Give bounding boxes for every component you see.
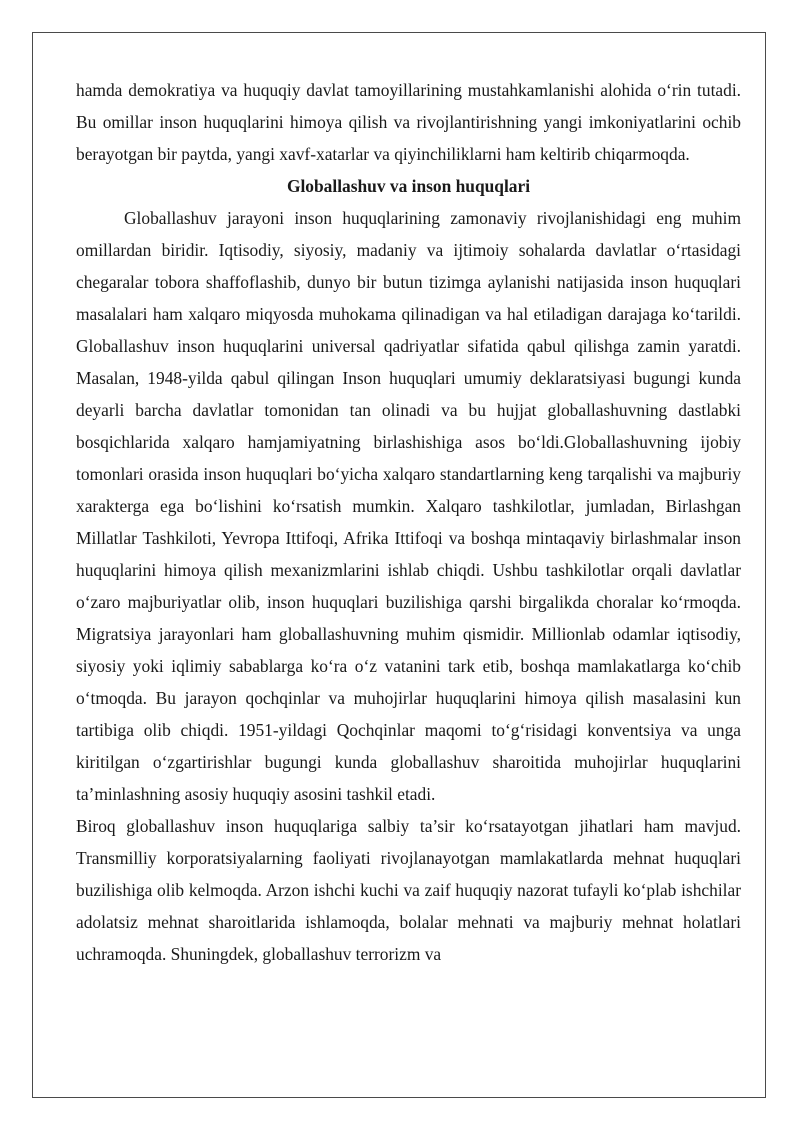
intro-paragraph: hamda demokratiya va huquqiy davlat tamoyillarining mustahkamlanishi alohida o‘rin tutadi. Bu omillar inson huquqlarini himoya qilish va rivojlantirishning yangi imkoniyatlarini ochib berayotgan bir paytda, yangi xavf-xatarlar va qiyinchiliklarni ham keltirib chiqarmoqda. xyxy=(76,80,741,164)
main-paragraph: Globallashuv jarayoni inson huquqlarining zamonaviy rivojlanishidagi eng muhim omillardan biridir. Iqtisodiy, siyosiy, madaniy va ijtimoiy sohalarda davlatlar o‘rtasidagi chegaralar tobora shaffoflashib, dunyo bir butun tizimga aylanishi natijasida inson huquqlari masalalari ham xalqaro miqyosda muhokama qilinadigan va hal etiladigan darajaga ko‘tarildi. Globallashuv inson huquqlarini universal qadriyatlar sifatida qabul qilishga zamin yaratdi. Masalan, 1948-yilda qabul qilingan Inson huquqlari umumiy deklaratsiyasi bugungi kunda deyarli barcha davlatlar tomonidan tan olinadi va bu hujjat globallashuvning dastlabki bosqichlarida xalqaro hamjamiyatning birlashishiga asos bo‘ldi.Globallashuvning ijobiy tomonlari orasida inson huquqlari bo‘yicha xalqaro standartlarning keng tarqalishi va majburiy xarakterga ega bo‘lishini ko‘rsatish mumkin. Xalqaro tashkilotlar, jumladan, Birlashgan Millatlar Tashkiloti, Yevropa Ittifoqi, Afrika Ittifoqi va boshqa mintaqaviy birlashmalar inson huquqlarini himoya qilish mexanizmlarini ishlab chiqdi. Ushbu tashkilotlar orqali davlatlar o‘zaro majburiyatlar olib, inson huquqlari buzilishiga qarshi birgalikda choralar ko‘rmoqda. Migratsiya jarayonlari ham globallashuvning muhim qismidir. Millionlab odamlar iqtisodiy, siyosiy yoki iqlimiy sabablarga ko‘ra o‘z vatanini tark etib, boshqa mamlakatlarga ko‘chib o‘tmoqda. Bu jarayon qochqinlar va muhojirlar huquqlarini himoya qilish masalasini kun tartibiga olib chiqdi. 1951-yildagi Qochqinlar maqomi to‘g‘risidagi konventsiya va unga kiritilgan o‘zgartirishlar bugungi kunda globallashuv sharoitida muhojirlar huquqlarini ta’minlashning asosiy huquqiy asosini tashkil etadi. xyxy=(76,208,741,804)
section-heading: Globallashuv va inson huquqlari xyxy=(286,176,531,196)
last-paragraph: Biroq globallashuv inson huquqlariga salbiy ta’sir ko‘rsatayotgan jihatlari ham mavjud. Transmilliy korporatsiyalarning faoliyati rivojlanayotgan mamlakatlarda mehnat huquqlari buzilishiga olib kelmoqda. Arzon ishchi kuchi va zaif huquqiy nazorat tufayli ko‘plab ishchilar adolatsiz mehnat sharoitlarida ishlamoqda, bolalar mehnati va majburiy mehnat holatlari uchramoqda. Shuningdek, globallashuv terrorizm va xyxy=(76,816,741,964)
document-body xyxy=(76,74,741,970)
